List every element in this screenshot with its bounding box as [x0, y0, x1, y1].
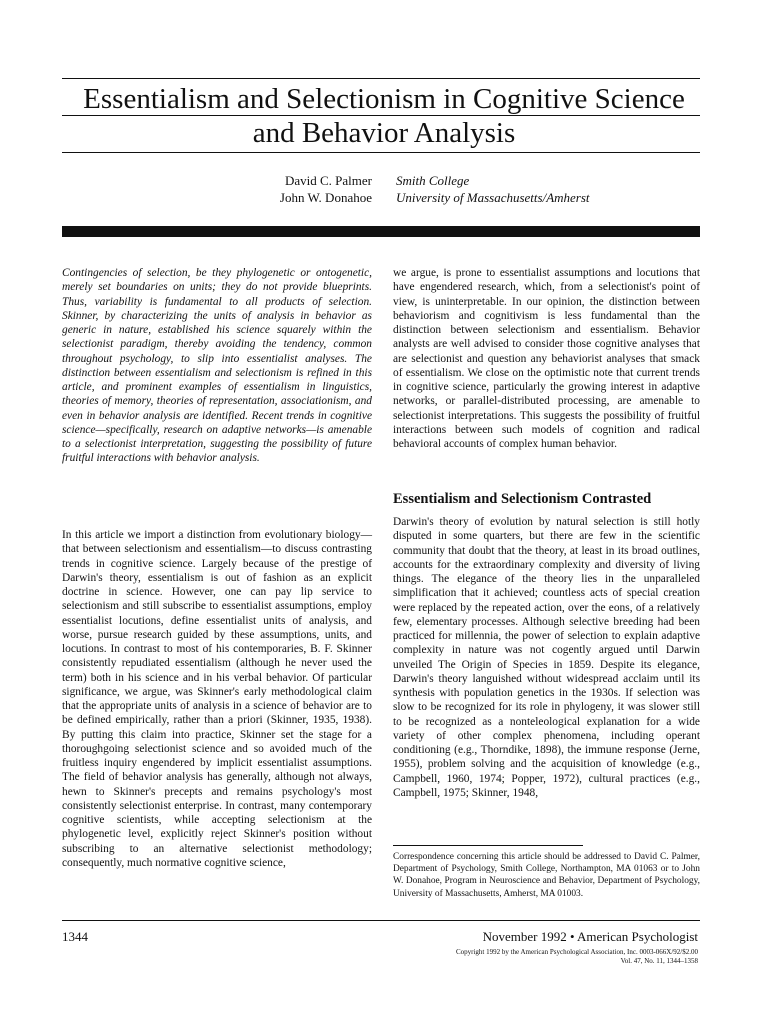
footnote-rule — [393, 845, 583, 846]
journal-citation: November 1992 • American Psychologist — [482, 929, 698, 944]
author-name: John W. Donahoe — [279, 190, 372, 205]
right-column-section — [393, 490, 700, 800]
right-column — [393, 266, 700, 451]
body-paragraph: Darwin's theory of evolution by natural selection is still hotly disputed in some quarters, but there are few in the scientific community that doubt that the theory, at least in its broad outlines, accounts for the extraordinary complexity and diversity of living things. The elegance of the theory lies in the unparalleled simplification that it achieved; countless acts of special creation were replaced by the repeated action, over the eons, of a relatively few, elementary processes. Although selective breeding had been practiced for millennia, the power of selection to explain adaptive complexity in nature was not cogently argued until Darwin unveiled The Origin of Species in 1859. Despite its elegance, Darwin's theory languished without widespread acclaim until its synthesis with population genetics in the 1930s. If selection was slow to be recognized for its role in phylogeny, it was slower still to be recognized as a nonteleological explanation for a wide variety of other complex phenomena, including operant conditioning (e.g., Thorndike, 1898), the immune response (Jerne, 1955), problem solving and the acquisition of knowledge (e.g., Campbell, 1960, 1974; Popper, 1972), cultural practices (e.g., Campbell, 1975; Skinner, 1948, — [393, 516, 700, 799]
author-names — [280, 172, 372, 206]
footer-rule — [62, 920, 700, 921]
author-name: David C. Palmer — [284, 173, 372, 188]
footnote-text: Correspondence concerning this article should be addressed to David C. Palmer, Department of Psychology, Smith College, Northampton, MA 01063 or to John W. Donahoe, Program in Neuroscience and Behavior, Department of Psychology, University of Massachusetts, Amherst, MA 01003. — [393, 852, 700, 899]
title-bottom-rule — [62, 152, 700, 153]
author-affiliation: University of Massachusetts/Amherst — [396, 190, 590, 205]
abstract: Contingencies of selection, be they phylogenetic or ontogenetic, merely set boundaries on units; they do not provide blueprints. Thus, variability is fundamental to all products of selection. Skinner, by characterizing the units of analysis in behavior as generic in nature, established his science squarely within the selectionist paradigm, thereby avoiding the tendency, common throughout psychology, to slip into essentialist analyses. The distinction between essentialism and selectionism is refined in this article, and prominent examples of essentialism in linguistics, theories of memory, theories of representation, associationism, and even in behavior analysis are identified. Recent trends in cognitive science—specifically, research on adaptive networks—is amenable to a selectionist interpretation, suggesting the possibility of future fruitful interactions with behavior analysis. — [62, 267, 372, 465]
article-title-line-2: and Behavior Analysis — [252, 117, 516, 149]
top-rule — [62, 78, 700, 79]
page-number: 1344 — [62, 929, 88, 944]
author-affiliations — [396, 172, 590, 206]
author-affiliation: Smith College — [396, 173, 470, 188]
left-column-body — [62, 528, 372, 870]
copyright-line: Copyright 1992 by the American Psychological Association, Inc. 0003-066X/92/$2.00 — [455, 948, 698, 956]
thick-header-bar — [62, 226, 700, 237]
copyright-notice — [456, 948, 698, 966]
body-paragraph: we argue, is prone to essentialist assumptions and locutions that have engendered research, which, from a selectionist's point of view, is uninterpretable. In our opinion, the distinction between behaviorism and cognitivism is less fundamental than the distinction between selectionism and essentialism. Behavior analysts are well advised to consider those cognitive analyses that are selectionist and question any behaviorist analyses that smack of essentialism. We close on the optimistic note that current trends in cognitive science, particularly the growing interest in adaptive networks, or parallel-distributed processing, are amenable to selectionist interpretations. This suggests the possibility of fruitful interactions between such models of cognition and radical behavioral accounts of complex human behavior. — [393, 267, 700, 450]
section-heading: Essentialism and Selectionism Contrasted — [393, 491, 652, 507]
left-column — [62, 266, 372, 466]
correspondence-footnote — [393, 851, 700, 900]
article-title-line-1: Essentialism and Selectionism in Cognitive Science — [83, 83, 685, 115]
volume-line: Vol. 47, No. 11, 1344–1358 — [620, 957, 698, 965]
body-paragraph: In this article we import a distinction from evolutionary biology—that between selectionism and essentialism—to discuss contrasting trends in cognitive science. Largely because of the prestige of Darwin's theory, essentialism is out of fashion as an explicit doctrine in science. However, one can pay lip service to selectionism and still subscribe to essentialist assumptions, employ essentialist locutions, define essentialist units of analysis, and worse, pursue research guided by these assumptions, units, and locutions. In contrast to most of his contemporaries, B. F. Skinner consistently repudiated essentialism (although he never used the term) both in his science and in his verbal behavior. Of particular significance, we argue, was Skinner's early methodological claim that the appropriate units of analysis in a science of behavior are to be defined empirically, rather than a priori (Skinner, 1935, 1938). By putting this claim into practice, Skinner set the stage for a thoroughgoing selectionist science and so avoided much of the fruitless inquiry engendered by implicit essentialist assumptions. The field of behavior analysis has generally, although not always, hewn to Skinner's precepts and remains psychology's most consistently selectionist enterprise. In contrast, many contemporary cognitive scientists, while accepting selectionism at the phylogenetic level, explicitly reject Skinner's position without subscribing to an alternative selectionist methodology; consequently, much normative cognitive science, — [62, 529, 372, 869]
